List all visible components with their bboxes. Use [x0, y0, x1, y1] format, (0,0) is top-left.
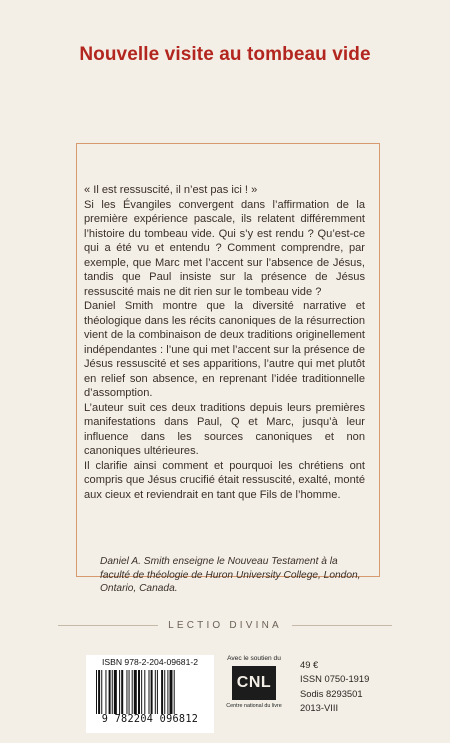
book-title: Nouvelle visite au tombeau vide	[79, 44, 371, 65]
cnl-logo-block	[226, 655, 282, 730]
barcode-box	[86, 655, 214, 733]
blurb-paragraph: Daniel Smith montre que la diversité narrative et théologique dans les récits canoniques de la résurrection vient de la combinaison de deux traditions originellement indépendantes : l’une qui met l’accent sur la présence de Jésus ressuscité et ses apparitions, l’autre qui met plutôt en relief son absence, en reprenant l’idée traditionnelle d’assomption.	[84, 300, 365, 399]
series-rule-right	[292, 625, 392, 626]
barcode-icon	[96, 670, 204, 714]
series-rule-left	[58, 625, 158, 626]
price: 49 €	[300, 659, 319, 670]
author-note: Daniel A. Smith enseigne le Nouveau Testament à la faculté de théologie de Huron University College, London, Ontario, Canada.	[100, 556, 361, 594]
blurb-quote: « Il est ressuscité, il n’est pas ici ! »	[84, 184, 258, 196]
back-cover-blurb	[84, 183, 365, 502]
edition-code: 2013-VIII	[300, 702, 339, 714]
publication-info	[300, 658, 369, 716]
sodis-code: Sodis 8293501	[300, 687, 363, 699]
issn: ISSN 0750-1919	[300, 673, 370, 685]
cnl-support-text: Avec le soutien du	[227, 655, 281, 662]
series-line	[0, 620, 450, 631]
blurb-paragraph: Si les Évangiles convergent dans l’affirmation de la première expérience pascale, ils relatent différemment l’histoire du tombeau vide. Qui s’y est rendu ? Qu’est-ce qui a été vu et entendu ? Comment comprendre, par exemple, que Marc met l’accent sur l’absence de Jésus, tandis que Paul insiste sur la présence de Jésus ressuscité mais ne dit rien sur le tombeau vide ?	[84, 198, 365, 298]
isbn-label: ISBN 978-2-204-09681-2	[101, 657, 199, 667]
cnl-logo: CNL	[232, 666, 276, 700]
blurb-paragraph: Il clarifie ainsi comment et pourquoi les chrétiens ont compris que Jésus crucifié était ressuscité, exalté, monté aux cieux et reviendrait en tant que Fils de l’homme.	[84, 459, 365, 501]
barcode-number: 9 782204 096812	[101, 714, 199, 725]
series-label: LECTIO DIVINA	[168, 620, 282, 631]
blurb-paragraph: L’auteur suit ces deux traditions depuis leurs premières manifestations dans Paul, Q et Marc, jusqu’à leur influence dans les sources canoniques et non canoniques ultérieures.	[84, 401, 365, 457]
cnl-subtitle: Centre national du livre	[226, 702, 282, 709]
